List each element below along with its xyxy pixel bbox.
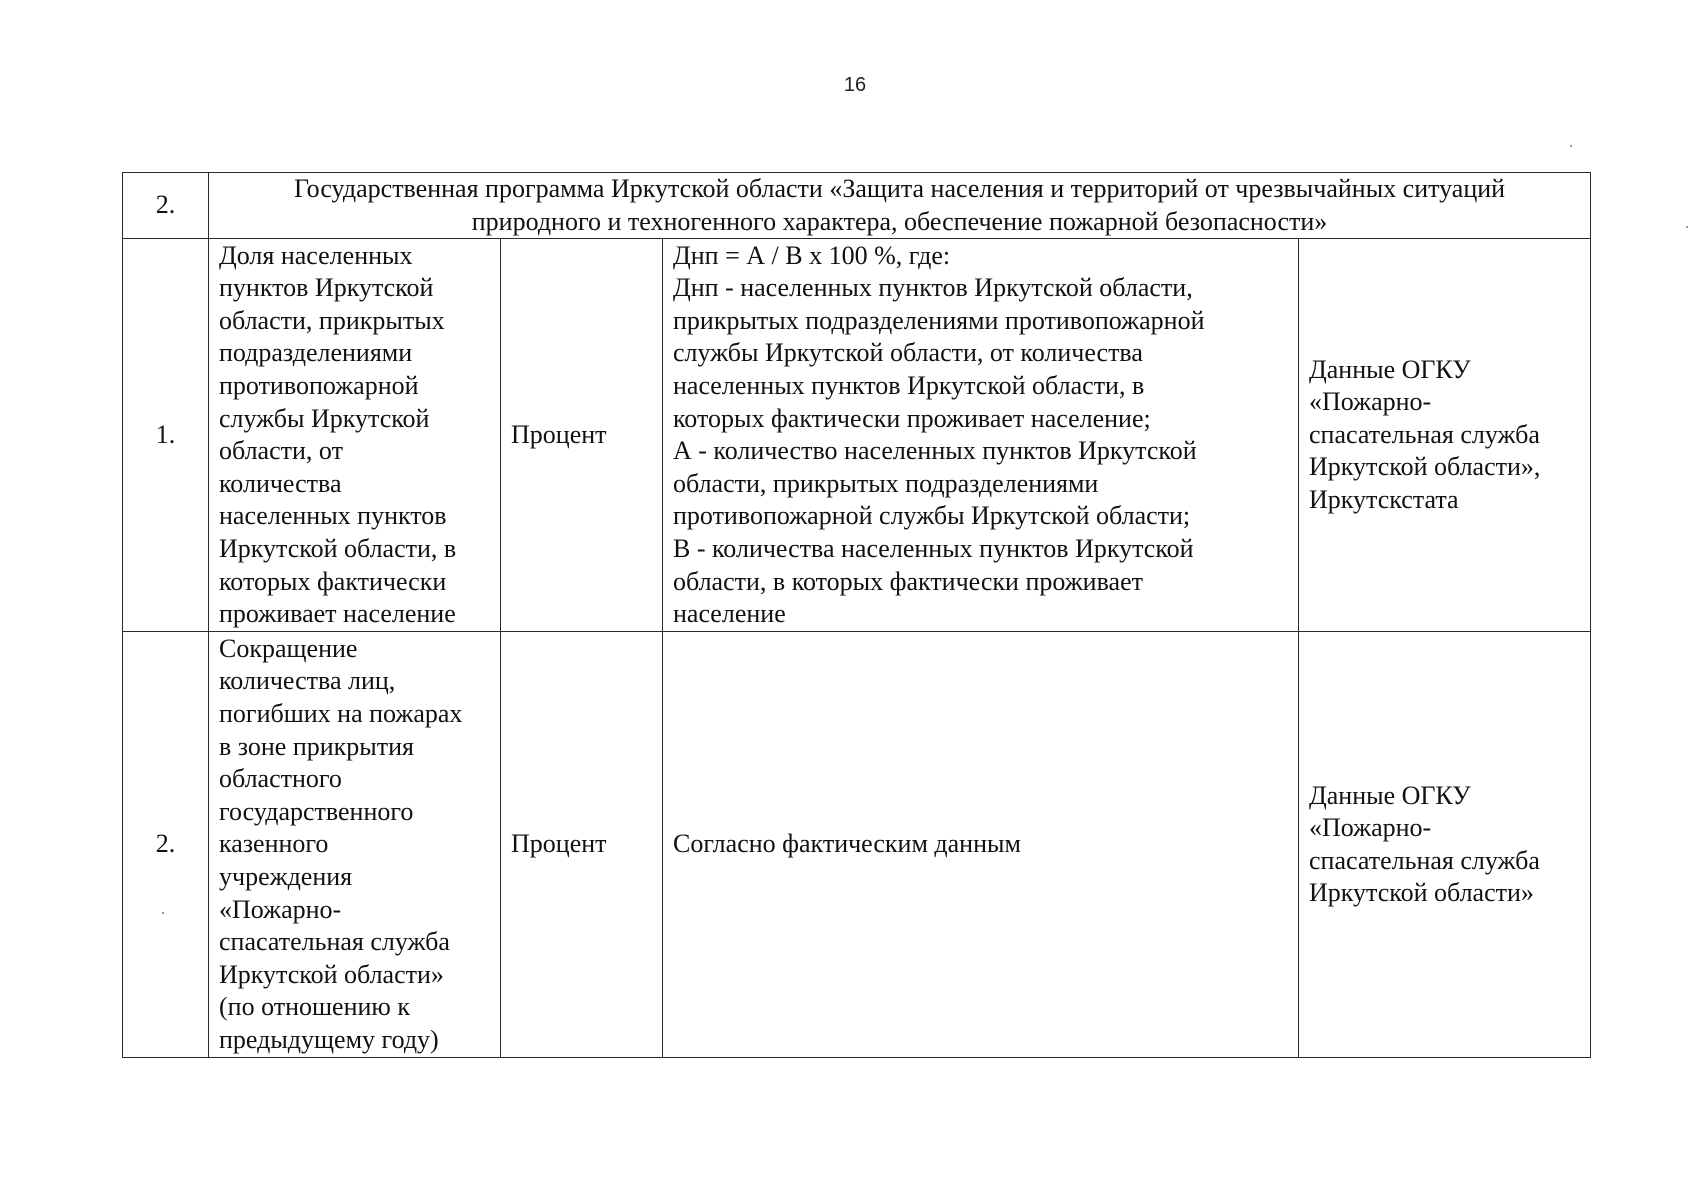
indicator-name-line: области, от [219,436,343,466]
data-source-line: спасательная служба [1309,419,1540,449]
indicator-name-line: которых фактически [219,566,447,596]
indicators-table [122,172,1591,1058]
calculation-method-line: население [673,599,786,629]
indicator-name-line: предыдущему году) [219,1024,439,1054]
scan-speck [1570,145,1572,147]
indicator-name-line: подразделениями [219,338,413,368]
indicator-name-line: населенных пунктов [219,501,447,531]
indicator-name-line: области, прикрытых [219,305,445,335]
calculation-method-line: Днп = А / В х 100 %, где: [673,240,951,270]
unit-of-measure: Процент [501,239,663,632]
data-source-line: Иркутскстата [1309,485,1459,515]
calculation-method-line: Согласно фактическим данным [673,829,1021,859]
indicator-name [209,632,501,1058]
program-title-line: Государственная программа Иркутской области «Защита населения и территорий от чрезвычайных ситуаций [293,174,1506,203]
calculation-method-line: Днп - населенных пунктов Иркутской области, [673,273,1193,303]
program-title-line: природного и техногенного характера, обеспечение пожарной безопасности» [471,206,1328,236]
scan-speck [162,912,164,914]
program-number: 2. [123,173,209,239]
indicator-name-line: проживает население [219,599,456,629]
unit-of-measure: Процент [501,632,663,1058]
data-source-line: Данные ОГКУ [1309,780,1471,810]
indicator-name-line: Иркутской области» [219,959,444,989]
indicator-name-line: в зоне прикрытия [219,731,415,761]
indicator-name-line: количества лиц, [219,666,396,696]
calculation-method-line: которых фактически проживает население; [673,403,1151,433]
indicator-name-line: учреждения [219,861,353,891]
indicator-name-line: областного [219,764,342,794]
row-number: 2. [123,632,209,1058]
data-source-line: Иркутской области», [1309,452,1541,482]
indicator-name-line: противопожарной [219,371,419,400]
table-row [123,632,1591,1058]
calculation-method-line: прикрытых подразделениями противопожарной [673,305,1205,335]
indicator-name [209,239,501,632]
program-header-row [123,173,1591,239]
table-row [123,239,1591,632]
indicator-name-line: «Пожарно- [219,894,342,924]
page-number: 16 [843,74,867,96]
calculation-method-line: области, прикрытых подразделениями [673,468,1099,498]
calculation-method [663,239,1299,632]
indicator-name-line: количества [219,468,342,498]
data-source-line: спасательная служба [1309,845,1540,875]
scan-speck [1686,226,1688,228]
row-number: 1. [123,239,209,632]
indicator-name-line: службы Иркутской [219,403,430,433]
data-source-line: Иркутской области» [1309,878,1534,908]
indicator-name-line: Доля населенных [219,240,413,270]
indicator-name-line: Сокращение [219,633,358,663]
indicator-name-line: Иркутской области, в [219,533,457,563]
calculation-method-line: населенных пунктов Иркутской области, в [673,371,1145,400]
calculation-method-line: В - количества населенных пунктов Иркутской [673,533,1194,563]
data-source [1299,239,1591,632]
indicator-name-line: спасательная служба [219,927,450,957]
indicator-name-line: погибших на пожарах [219,699,463,729]
data-source [1299,632,1591,1058]
program-title [209,173,1591,239]
calculation-method-line: области, в которых фактически проживает [673,566,1143,596]
calculation-method-line: службы Иркутской области, от количества [673,338,1143,368]
data-source-line: «Пожарно- [1309,813,1432,843]
data-source-line: Данные ОГКУ [1309,354,1471,384]
indicator-name-line: (по отношению к [219,992,410,1022]
calculation-method [663,632,1299,1058]
calculation-method-line: А - количество населенных пунктов Иркутской [673,436,1197,466]
calculation-method-line: противопожарной службы Иркутской области; [673,501,1191,531]
data-source-line: «Пожарно- [1309,387,1432,417]
indicator-name-line: пунктов Иркутской [219,273,434,303]
indicator-name-line: государственного [219,796,414,826]
indicator-name-line: казенного [219,829,329,859]
